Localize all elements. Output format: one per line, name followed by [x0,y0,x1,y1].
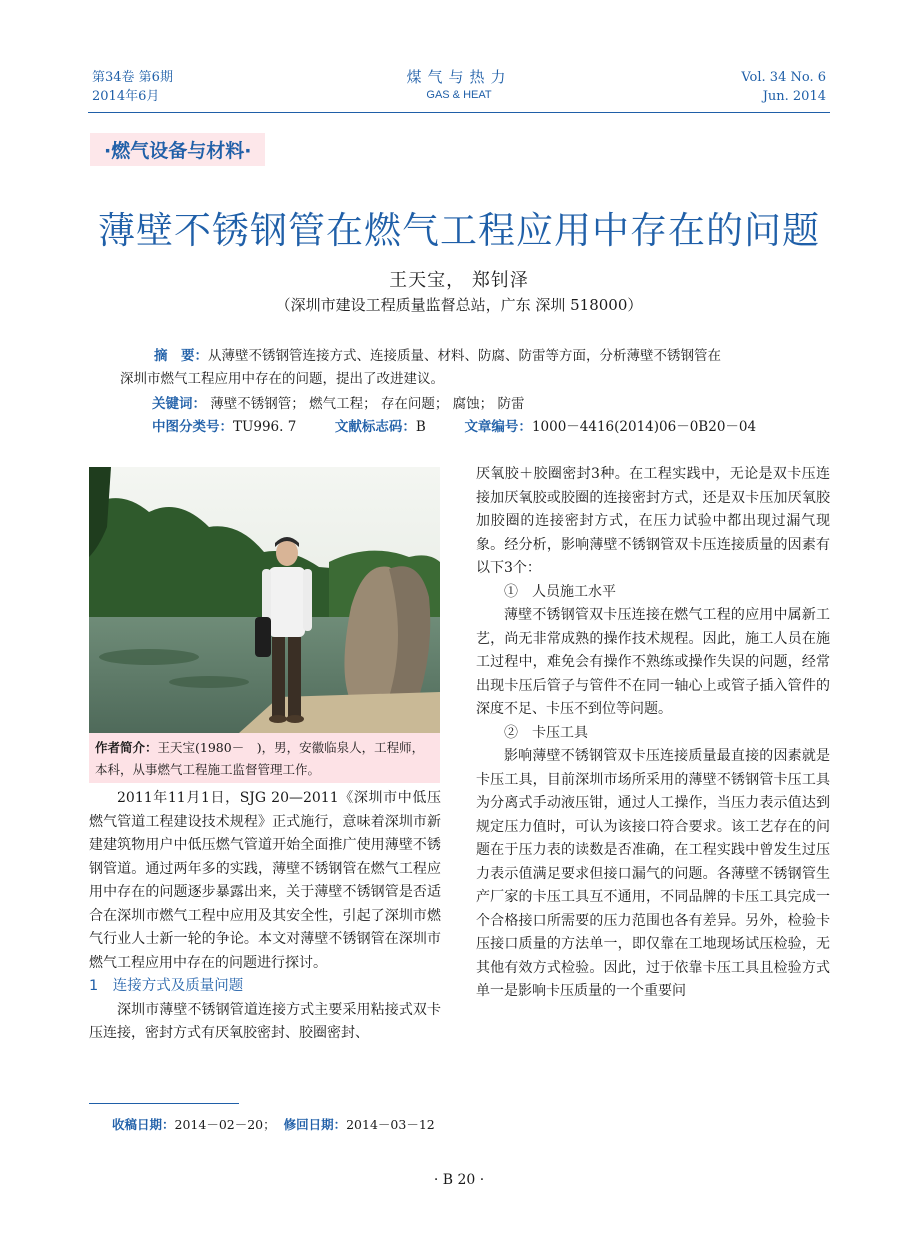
author-photo [89,467,440,733]
classification-row [152,418,756,437]
bio-label: 作者简介： [95,740,158,755]
footnote-rule [89,1103,239,1104]
paragraph: 深圳市薄壁不锈钢管道连接方式主要采用粘接式双卡压连接，密封方式有厌氧胶密封、胶圈密封、 [89,1001,441,1041]
revised-date: 2014－03－12 [346,1117,435,1132]
paragraph: 厌氧胶＋胶圈密封3种。在工程实践中，无论是双卡压连接加厌氧胶或胶圈的连接密封方式，还是双卡压加厌氧胶加胶圈的连接密封方式，在压力试验中都出现过漏气现象。经分析，影响薄壁不锈钢管双卡压连接质量的因素有以下3个： [476,466,830,576]
dates [112,1115,435,1133]
keywords: 薄壁不锈钢管； 燃气工程； 存在问题； 腐蚀； 防雷 [210,396,525,412]
left-column [89,787,441,1046]
received-date: 2014－02－20； [174,1117,276,1132]
subheading-1: ① 人员施工水平 [504,583,616,600]
abstract-text-1: 从薄壁不锈钢管连接方式、连接质量、材料、防腐、防雷等方面，分析薄壁不锈钢管在 [208,348,721,364]
article-no-label: 文章编号： [464,419,532,435]
issue-date: 2014年6月 [92,89,160,104]
journal-name-cn: 煤气与热力 [406,68,512,86]
journal-issue-en [741,68,826,106]
paragraph: 薄壁不锈钢管双卡压连接在燃气工程的应用中属新工艺，尚无非常成熟的操作技术规程。因此，施工人员在施工过程中，难免会有操作不熟练或操作失误的问题，经常出现卡压后管子与管件不在同一轴心上或管子插入管件的深度不足、卡压不到位等问题。 [476,607,830,717]
paragraph: 影响薄壁不锈钢管双卡压连接质量最直接的因素就是卡压工具，目前深圳市场所采用的薄壁不锈钢管卡压工具为分离式手动液压钳，通过人工操作，当压力表示值达到规定压力值时，可认为该接口符合要求。该工艺存在的问题在于压力表的读数是否准确，在工程实践中曾发生过压力表示值满足要求但接口漏气的问题。各薄壁不锈钢管生产厂家的卡压工具互不通用，不同品牌的卡压工具完成一个合格接口所需要的压力范围也各有差异。另外，检验卡压接口质量的方法单一，即仅靠在工地现场试压检验，无其他有效方式检验。因此，过于依靠卡压工具且检验方式单一是影响卡压质量的一个重要问 [476,748,830,999]
keywords-label: 关键词： [152,396,206,412]
received-label: 收稿日期： [112,1117,175,1132]
section-tag: ·燃气设备与材料· [90,133,265,166]
section-heading-1: 1 连接方式及质量问题 [89,978,244,994]
authors: 王天宝， 郑钊泽 [389,270,529,291]
journal-name-en: GAS & HEAT [426,89,492,101]
article-title: 薄壁不锈钢管在燃气工程应用中存在的问题 [98,209,820,252]
volume-issue-en: Vol. 34 No. 6 [741,70,826,85]
doc-code-label: 文献标志码： [334,419,416,435]
keywords-row [152,395,524,414]
doc-code-value: B [415,419,426,435]
abstract-label: 摘 要： [154,348,208,364]
subheading-2: ② 卡压工具 [504,724,588,741]
paragraph: 2011年11月1日，SJG 20—2011《深圳市中低压燃气管道工程建设技术规程》正式施行，意味着深圳市新建建筑物用户中低压燃气管道开始全面推广使用薄壁不锈钢管道。通过两年多的实践，薄壁不锈钢管在燃气工程应用中存在的问题逐步暴露出来，关于薄壁不锈钢管是否适合在深圳市燃气工程中应用及其安全性，引起了深圳市燃气行业人士新一轮的争论。本文对薄壁不锈钢管在深圳市燃气工程应用中存在的问题进行探讨。 [89,790,441,971]
header-rule [88,112,830,113]
clc-value: TU996. 7 [233,419,297,435]
page-number: · B 20 · [433,1172,485,1188]
abstract-text-2: 深圳市燃气工程应用中存在的问题，提出了改进建议。 [120,371,444,387]
author-bio [89,733,440,783]
revised-label: 修回日期： [283,1117,347,1132]
author-photo-image [89,467,440,733]
bio-text: 王天宝(1980－ )，男，安徽临泉人，工程师，本科，从事燃气工程施工监督管理工作。 [95,740,425,777]
abstract [120,345,800,391]
article-no-value: 1000－4416(2014)06－0B20－04 [531,419,757,435]
affiliation: （深圳市建设工程质量监督总站，广东 深圳 518000） [275,296,643,314]
right-column [476,463,830,1004]
volume-issue: 第34卷 第6期 [92,70,173,85]
clc-label: 中图分类号： [152,419,233,435]
issue-date-en: Jun. 2014 [762,89,826,104]
